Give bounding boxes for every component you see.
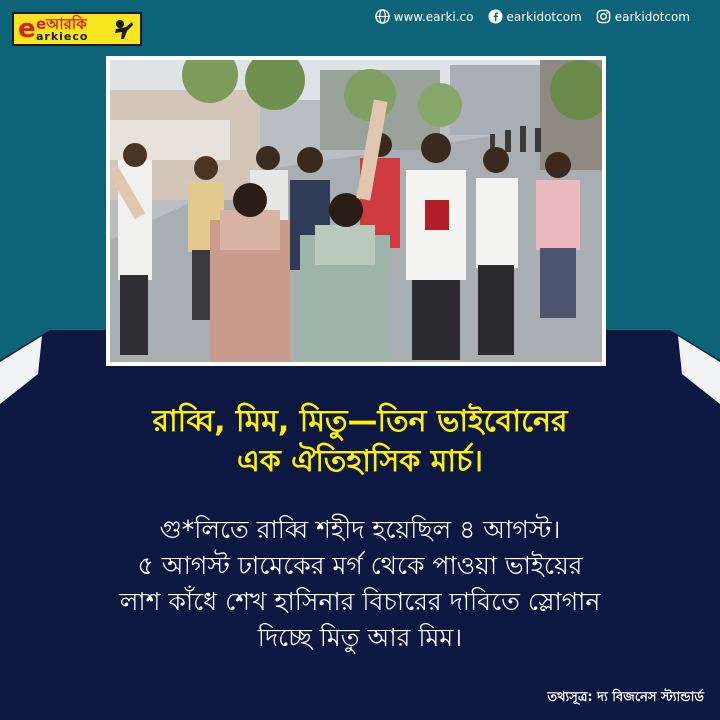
protest-photo-illustration	[110, 60, 602, 362]
headline-line-1: রাব্বি, মিম, মিতু—তিন ভাইবোনের	[152, 404, 568, 439]
social-links	[375, 9, 690, 24]
photo-frame	[106, 56, 606, 366]
body-line-3: লাশ কাঁধে শেখ হাসিনার বিচারের দাবিতে স্লোগান	[119, 587, 601, 616]
facebook-icon	[488, 9, 503, 24]
body-line-4: দিচ্ছে মিতু আর মিম।	[257, 623, 463, 652]
earki-logo[interactable]	[12, 12, 142, 46]
instagram-link[interactable]	[596, 9, 690, 24]
headline	[0, 402, 720, 482]
body-text	[0, 512, 720, 656]
globe-icon	[375, 9, 390, 24]
body-line-1: গু*লিতে রাব্বি শহীদ হয়েছিল ৪ আগস্ট।	[159, 515, 561, 544]
facebook-link[interactable]	[488, 9, 582, 24]
headline-line-2: এক ঐতিহাসিক মার্চ।	[236, 444, 484, 479]
body-line-2: ৫ আগস্ট ঢামেকের মর্গ থেকে পাওয়া ভাইয়ের	[137, 551, 583, 580]
logo-bangla-text: eআরকি	[36, 15, 87, 33]
instagram-label: earkidotcom	[614, 9, 690, 24]
protest-photo	[110, 60, 602, 362]
facebook-label: earkidotcom	[506, 9, 582, 24]
source-credit: তথ্যসূত্র: দ্য বিজনেস স্ট্যান্ডার্ড	[547, 690, 704, 705]
logo-letter: e	[18, 14, 36, 44]
mascot-icon	[112, 18, 134, 40]
website-link[interactable]	[375, 9, 474, 24]
website-label: www.earki.co	[393, 9, 474, 24]
instagram-icon	[596, 9, 611, 24]
logo-english-text: arkieco	[36, 30, 89, 43]
